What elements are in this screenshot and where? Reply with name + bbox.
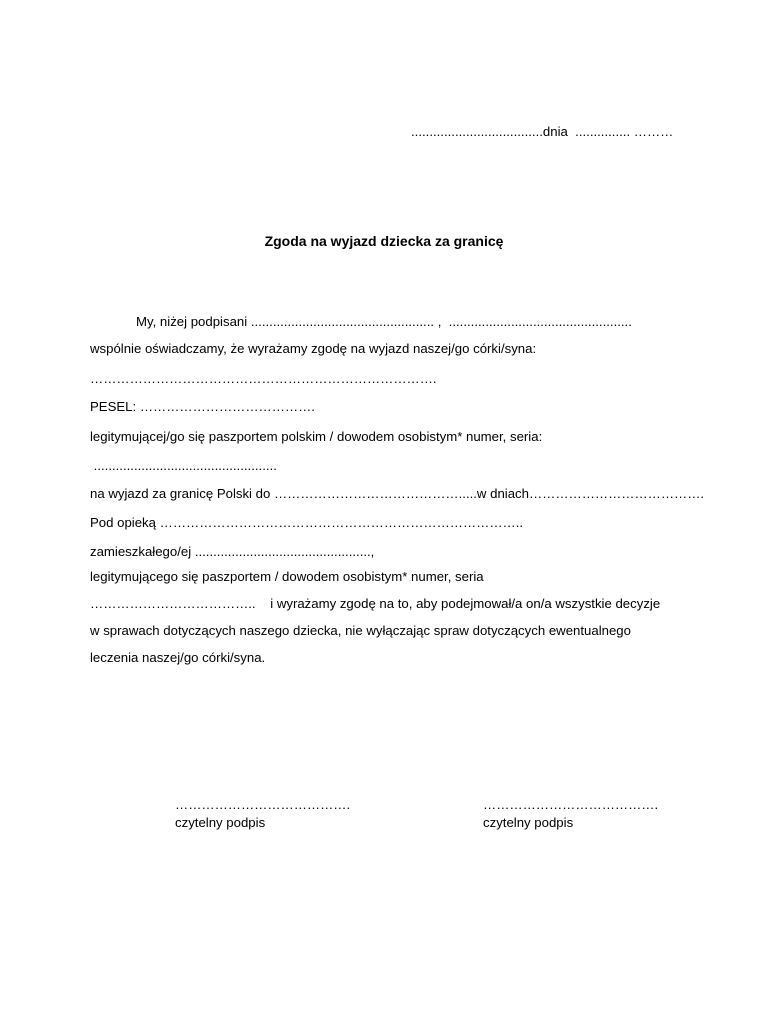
child-document-line: legitymującej/go się paszportem polskim / dowodem osobistym* numer, seria: — [90, 429, 543, 444]
signature-dots-left: …………………………………. — [175, 797, 351, 812]
signature-dots-right: …………………………………. — [483, 797, 659, 812]
child-document-number-line: .................................................. — [90, 458, 277, 473]
signature-label-right: czytelny podpis — [483, 815, 574, 830]
date-line: ....................................dnia ............... ……… — [411, 124, 674, 139]
guardian-address-line: zamieszkałego/ej ................................................, — [90, 544, 375, 559]
signature-label-left: czytelny podpis — [175, 815, 266, 830]
document-title: Zgoda na wyjazd dziecka za granicę — [264, 233, 504, 249]
declaration-line-1: My, niżej podpisani .................................................. , .................................................. — [136, 314, 632, 329]
child-name-line: ……………………………………………………………………. — [90, 371, 437, 386]
consent-line-3: leczenia naszej/go córki/syna. — [90, 650, 266, 665]
destination-line: na wyjazd za granicę Polski do …………………………………….....w dniach…………………………………. — [90, 486, 705, 501]
guardian-document-line: legitymującego się paszportem / dowodem osobistym* numer, seria — [90, 569, 484, 584]
guardian-line: Pod opieką ……………………………………………………………………….. — [90, 515, 524, 530]
consent-line-2: w sprawach dotyczących naszego dziecka, nie wyłączając spraw dotyczących ewentualnego — [90, 623, 631, 638]
consent-line-1: ……………………………….. i wyrażamy zgodę na to, aby podejmował/a on/a wszystkie decyzje — [90, 596, 661, 611]
pesel-line: PESEL: …………………………………. — [90, 399, 315, 414]
declaration-line-2: wspólnie oświadczamy, że wyrażamy zgodę na wyjazd naszej/go córki/syna: — [90, 341, 537, 356]
